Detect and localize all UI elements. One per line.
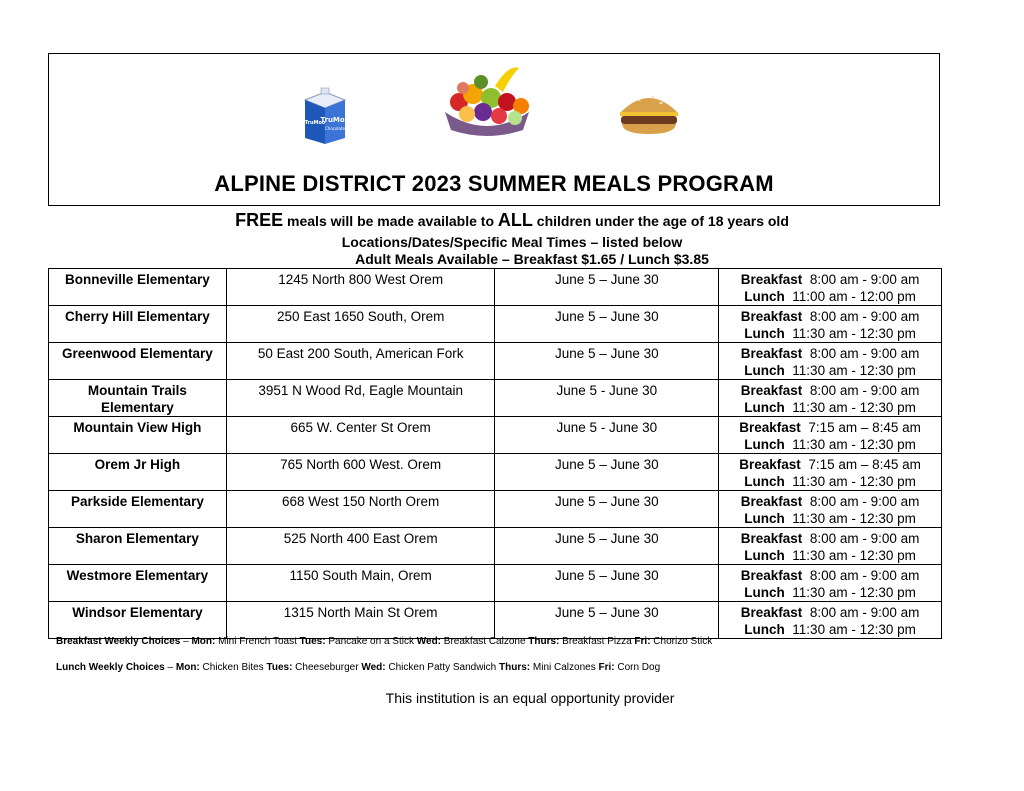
lunch-time [723, 325, 937, 342]
location-address: 50 East 200 South, American Fork [226, 343, 495, 380]
location-dates: June 5 – June 30 [495, 602, 719, 639]
location-address: 668 West 150 North Orem [226, 491, 495, 528]
lunch-time [723, 436, 937, 453]
cheeseburger-image [615, 86, 683, 142]
table-row [49, 417, 942, 454]
breakfast-label: Breakfast [740, 568, 803, 583]
breakfast-label: Breakfast [740, 383, 803, 398]
lunch-time [723, 510, 937, 527]
location-address: 3951 N Wood Rd, Eagle Mountain [226, 380, 495, 417]
location-name: Mountain Trails Elementary [49, 380, 227, 417]
table-row [49, 602, 942, 639]
breakfast-day-mon: Mon: [191, 636, 216, 647]
location-address: 1245 North 800 West Orem [226, 269, 495, 306]
table-row [49, 528, 942, 565]
meal-times [719, 417, 942, 454]
location-address: 1315 North Main St Orem [226, 602, 495, 639]
lunch-hours: 11:30 am - 12:30 pm [792, 622, 916, 637]
location-address: 250 East 1650 South, Orem [226, 306, 495, 343]
lunch-item-tues: Cheeseburger [292, 662, 362, 673]
lunch-hours: 11:30 am - 12:30 pm [792, 511, 916, 526]
lunch-item-fri: Corn Dog [614, 662, 661, 673]
lunch-day-fri: Fri: [598, 662, 615, 673]
location-dates: June 5 – June 30 [495, 454, 719, 491]
milk-carton-image [297, 86, 353, 146]
intro-line1-b: children under the age of 18 years old [532, 213, 789, 229]
breakfast-hours: 8:00 am - 9:00 am [809, 494, 920, 509]
breakfast-weekly-choices [56, 636, 712, 647]
lunch-hours: 11:30 am - 12:30 pm [792, 474, 916, 489]
breakfast-day-fri: Fri: [634, 636, 651, 647]
breakfast-weekly-label: Breakfast Weekly Choices [56, 636, 181, 647]
lunch-hours: 11:30 am - 12:30 pm [792, 585, 916, 600]
lunch-label: Lunch [744, 585, 785, 600]
lunch-hours: 11:30 am - 12:30 pm [792, 548, 916, 563]
meal-times [719, 602, 942, 639]
location-name: Orem Jr High [49, 454, 227, 491]
breakfast-label: Breakfast [740, 346, 803, 361]
lunch-time [723, 362, 937, 379]
lunch-weekly-label: Lunch Weekly Choices [56, 662, 165, 673]
intro-all-word: ALL [497, 210, 533, 230]
breakfast-time [723, 382, 937, 399]
lunch-label: Lunch [744, 474, 785, 489]
breakfast-item-tues: Pancake on a Stick [325, 636, 417, 647]
lunch-time [723, 584, 937, 601]
location-name: Westmore Elementary [49, 565, 227, 602]
lunch-label: Lunch [744, 363, 785, 378]
breakfast-label: Breakfast [739, 420, 801, 435]
milk-carton-brand: TruMoo [320, 116, 350, 124]
location-address: 765 North 600 West. Orem [226, 454, 495, 491]
lunch-item-wed: Chicken Patty Sandwich [385, 662, 499, 673]
breakfast-hours: 7:15 am – 8:45 am [808, 457, 921, 472]
location-name: Mountain View High [49, 417, 227, 454]
breakfast-item-thurs: Breakfast Pizza [559, 636, 635, 647]
lunch-label: Lunch [744, 622, 785, 637]
intro-adult-meals: Adult Meals Available – Breakfast $1.65 / Lunch $3.85 [355, 251, 709, 267]
table-row [49, 491, 942, 528]
breakfast-hours: 8:00 am - 9:00 am [809, 383, 920, 398]
page-title: ALPINE DISTRICT 2023 SUMMER MEALS PROGRAM [214, 171, 774, 196]
breakfast-label: Breakfast [740, 494, 803, 509]
location-address: 1150 South Main, Orem [226, 565, 495, 602]
lunch-day-tues: Tues: [266, 662, 293, 673]
breakfast-time [723, 530, 937, 547]
lunch-item-thurs: Mini Calzones [530, 662, 599, 673]
location-dates: June 5 – June 30 [495, 491, 719, 528]
meal-times [719, 565, 942, 602]
lunch-hours: 11:30 am - 12:30 pm [792, 437, 916, 452]
lunch-hours: 11:30 am - 12:30 pm [792, 400, 916, 415]
breakfast-label: Breakfast [740, 309, 803, 324]
table-row [49, 343, 942, 380]
location-name: Sharon Elementary [49, 528, 227, 565]
breakfast-time [723, 308, 937, 325]
breakfast-hours: 8:00 am - 9:00 am [809, 531, 920, 546]
breakfast-time [723, 456, 937, 473]
breakfast-hours: 8:00 am - 9:00 am [809, 605, 920, 620]
table-row [49, 565, 942, 602]
breakfast-hours: 8:00 am - 9:00 am [809, 272, 920, 287]
meal-times [719, 306, 942, 343]
breakfast-hours: 8:00 am - 9:00 am [809, 346, 920, 361]
lunch-hours: 11:30 am - 12:30 pm [792, 326, 916, 341]
breakfast-label: Breakfast [740, 605, 803, 620]
meal-locations-table [48, 268, 942, 639]
meal-times [719, 269, 942, 306]
breakfast-time [723, 493, 937, 510]
breakfast-item-wed: Breakfast Calzone [441, 636, 529, 647]
breakfast-hours: 8:00 am - 9:00 am [809, 309, 920, 324]
location-dates: June 5 – June 30 [495, 565, 719, 602]
breakfast-time [723, 419, 937, 436]
breakfast-day-thurs: Thurs: [528, 636, 560, 647]
lunch-label: Lunch [744, 511, 785, 526]
lunch-weekly-dash: – [164, 662, 176, 673]
lunch-weekly-choices [56, 662, 660, 673]
milk-carton-flavor: Chocolate [324, 126, 346, 131]
breakfast-label: Breakfast [740, 531, 803, 546]
lunch-hours: 11:30 am - 12:30 pm [792, 363, 916, 378]
header-box [48, 53, 940, 206]
breakfast-day-wed: Wed: [416, 636, 442, 647]
lunch-item-mon: Chicken Bites [199, 662, 267, 673]
breakfast-weekly-dash: – [180, 636, 192, 647]
lunch-label: Lunch [744, 437, 785, 452]
breakfast-hours: 7:15 am – 8:45 am [808, 420, 921, 435]
lunch-day-mon: Mon: [175, 662, 200, 673]
lunch-time [723, 621, 937, 638]
intro-free-word: FREE [235, 210, 284, 230]
breakfast-label: Breakfast [739, 457, 801, 472]
breakfast-item-fri: Chorizo Stick [650, 636, 713, 647]
lunch-label: Lunch [744, 400, 785, 415]
meal-times [719, 491, 942, 528]
location-name: Parkside Elementary [49, 491, 227, 528]
breakfast-time [723, 271, 937, 288]
lunch-label: Lunch [744, 548, 785, 563]
location-dates: June 5 – June 30 [495, 306, 719, 343]
location-name: Cherry Hill Elementary [49, 306, 227, 343]
lunch-time [723, 288, 937, 305]
lunch-day-wed: Wed: [361, 662, 386, 673]
breakfast-item-mon: Mini French Toast [215, 636, 300, 647]
lunch-label: Lunch [744, 326, 785, 341]
lunch-hours: 11:00 am - 12:00 pm [792, 289, 916, 304]
meal-times [719, 343, 942, 380]
lunch-time [723, 547, 937, 564]
lunch-day-thurs: Thurs: [499, 662, 531, 673]
breakfast-hours: 8:00 am - 9:00 am [809, 568, 920, 583]
intro-free-meals [0, 210, 1024, 231]
location-name: Greenwood Elementary [49, 343, 227, 380]
location-dates: June 5 – June 30 [495, 269, 719, 306]
breakfast-day-tues: Tues: [299, 636, 326, 647]
table-row [49, 269, 942, 306]
table-row [49, 306, 942, 343]
location-dates: June 5 - June 30 [495, 417, 719, 454]
equal-opportunity-footer: This institution is an equal opportunity provider [385, 690, 675, 706]
table-row [49, 380, 942, 417]
breakfast-time [723, 604, 937, 621]
location-address: 525 North 400 East Orem [226, 528, 495, 565]
meal-times [719, 528, 942, 565]
location-dates: June 5 – June 30 [495, 343, 719, 380]
breakfast-label: Breakfast [740, 272, 803, 287]
lunch-label: Lunch [744, 289, 785, 304]
location-name: Windsor Elementary [49, 602, 227, 639]
location-address: 665 W. Center St Orem [226, 417, 495, 454]
meal-times [719, 380, 942, 417]
location-dates: June 5 – June 30 [495, 528, 719, 565]
location-dates: June 5 - June 30 [495, 380, 719, 417]
intro-line1-a: meals will be made available to [283, 213, 498, 229]
location-name: Bonneville Elementary [49, 269, 227, 306]
breakfast-time [723, 567, 937, 584]
breakfast-time [723, 345, 937, 362]
intro-locations-line: Locations/Dates/Specific Meal Times – listed below [341, 234, 683, 250]
table-row [49, 454, 942, 491]
lunch-time [723, 473, 937, 490]
meal-times [719, 454, 942, 491]
milk-carton-brand-side: TruMoo [304, 120, 326, 126]
lunch-time [723, 399, 937, 416]
fruit-basket-image [437, 62, 537, 136]
